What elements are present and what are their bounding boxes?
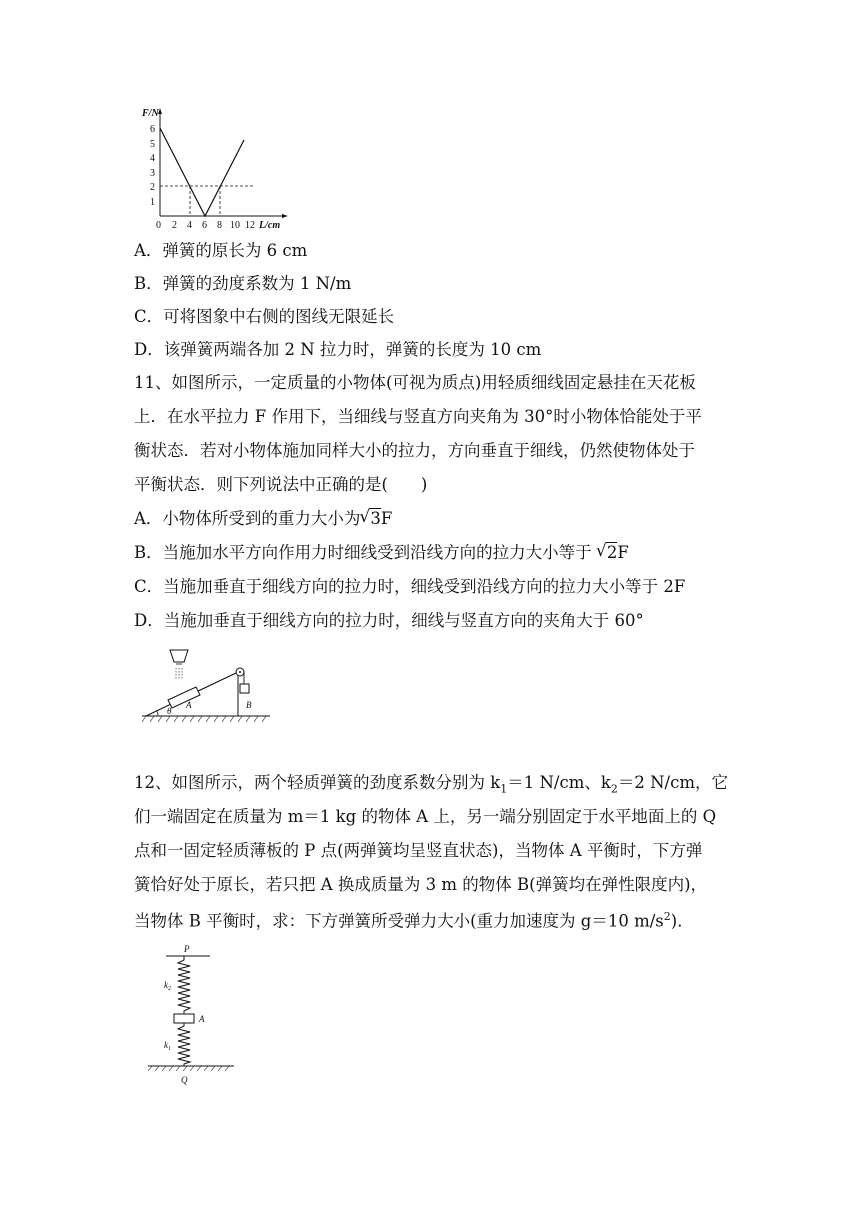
- sqrt-symbol: [597, 545, 618, 562]
- y-tick-5: 5: [150, 139, 155, 150]
- ground-hatching: [148, 1066, 229, 1071]
- angle-arc: [157, 711, 158, 716]
- y-tick-3: 3: [150, 168, 155, 179]
- q12-k1-subscript: 1: [500, 782, 508, 796]
- q12-line5-end: )．: [670, 911, 694, 931]
- pulley-axle: [239, 671, 241, 673]
- label-b: B: [246, 700, 252, 710]
- q11-stem-line-3: 衡状态．若对小物体施加同样大小的拉力，方向垂直于细线，仍然使物体处于: [134, 441, 695, 460]
- q11-option-c: C．当施加垂直于细线方向的拉力时，细线受到沿线方向的拉力大小等于 2F: [134, 577, 686, 596]
- block-b: [240, 684, 249, 693]
- label-a: A: [186, 700, 192, 710]
- label-p: P: [184, 944, 190, 954]
- sqrt-symbol: [360, 511, 381, 528]
- x-tick-2: 2: [172, 220, 177, 231]
- y-axis-label: F/N: [142, 108, 159, 119]
- q11-stem-line-4: 平衡状态．则下列说法中正确的是( ): [134, 475, 428, 494]
- light-rays: [176, 668, 182, 680]
- label-k1: $k_1$: [164, 1040, 171, 1052]
- block-a: [168, 687, 200, 708]
- q12-line5-superscript: 2: [663, 910, 671, 923]
- x-axis-label: L/cm: [259, 220, 281, 231]
- two-spring-figure: [142, 942, 242, 1088]
- q11-option-b: [134, 545, 629, 562]
- upper-spring: [178, 956, 190, 1014]
- string-incline: [198, 673, 236, 691]
- x-tick-4: 4: [187, 220, 192, 231]
- incline-pulley-figure: [140, 646, 274, 724]
- label-a: A: [199, 1014, 205, 1024]
- x-tick-8: 8: [217, 220, 222, 231]
- block-a: [174, 1014, 194, 1023]
- q10-option-b: B．弹簧的劲度系数为 1 N/m: [134, 274, 352, 293]
- q12-stem-line-5: [134, 911, 694, 930]
- y-tick-2: 2: [150, 182, 155, 193]
- x-tick-10: 10: [230, 220, 240, 231]
- q12-line1-part3: ＝2 N/cm，它: [617, 773, 729, 792]
- x-axis-arrow: [282, 214, 288, 218]
- q12-stem-line-3: 点和一固定轻质薄板的 P 点(两弹簧均呈竖直状态)，当物体 A 平衡时，下方弹: [134, 841, 703, 860]
- x-tick-0: 0: [156, 220, 161, 231]
- q11-stem-line-2: 上．在水平拉力 F 作用下，当细线与竖直方向夹角为 30°时小物体恰能处于平: [134, 407, 702, 426]
- lamp-icon: [170, 650, 188, 662]
- label-k2: $k_2$: [164, 980, 171, 992]
- y-tick-1: 1: [150, 197, 155, 208]
- q11-option-a: [134, 511, 392, 528]
- q12-line5-text: 当物体 B 平衡时，求：下方弹簧所受弹力大小(重力加速度为 g＝10 m/s: [134, 911, 664, 931]
- q11-option-b-radicand: 2: [606, 543, 618, 562]
- q11-stem-line-1: 11、如图所示，一定质量的小物体(可视为质点)用轻质细线固定悬挂在天花板: [134, 373, 696, 392]
- x-tick-12: 12: [245, 220, 255, 231]
- ground-hatching: [142, 716, 266, 722]
- x-tick-6: 6: [202, 220, 207, 231]
- force-length-curve: [160, 128, 244, 216]
- q11-option-d: D．当施加垂直于细线方向的拉力时，细线与竖直方向的夹角大于 60°: [134, 611, 644, 630]
- q11-option-a-unit: F: [380, 509, 393, 528]
- q10-option-c: C．可将图象中右侧的图线无限延长: [134, 307, 395, 326]
- label-q: Q: [181, 1075, 188, 1085]
- q12-stem-line-4: 簧恰好处于原长，若只把 A 换成质量为 3 m 的物体 B(弹簧均在弹性限度内)，: [134, 875, 708, 894]
- q10-option-d: D．该弹簧两端各加 2 N 拉力时，弹簧的长度为 10 cm: [134, 340, 542, 359]
- q10-option-a: A．弹簧的原长为 6 cm: [134, 241, 308, 260]
- y-tick-4: 4: [150, 153, 155, 164]
- q11-option-a-radicand: 3: [370, 509, 381, 528]
- lower-spring: [178, 1023, 190, 1066]
- label-theta: θ: [167, 706, 172, 716]
- q12-stem-line-2: 们一端固定在质量为 m＝1 kg 的物体 A 上，另一端分别固定于水平地面上的 Q: [134, 807, 717, 826]
- q12-line1-part2: ＝1 N/cm、k: [507, 773, 611, 792]
- q11-option-a-text: A．小物体所受到的重力大小为: [134, 509, 361, 528]
- q12-line1-part1: 12、如图所示，两个轻质弹簧的劲度系数分别为 k: [134, 773, 501, 792]
- q11-option-b-text: B．当施加水平方向作用力时细线受到沿线方向的拉力大小等于: [134, 543, 592, 562]
- spring-force-length-graph: [138, 104, 294, 232]
- y-tick-6: 6: [150, 124, 155, 135]
- q12-stem-line-1: [134, 775, 728, 794]
- q12-k2-subscript: 2: [610, 782, 618, 796]
- q11-option-b-unit: F: [617, 543, 629, 562]
